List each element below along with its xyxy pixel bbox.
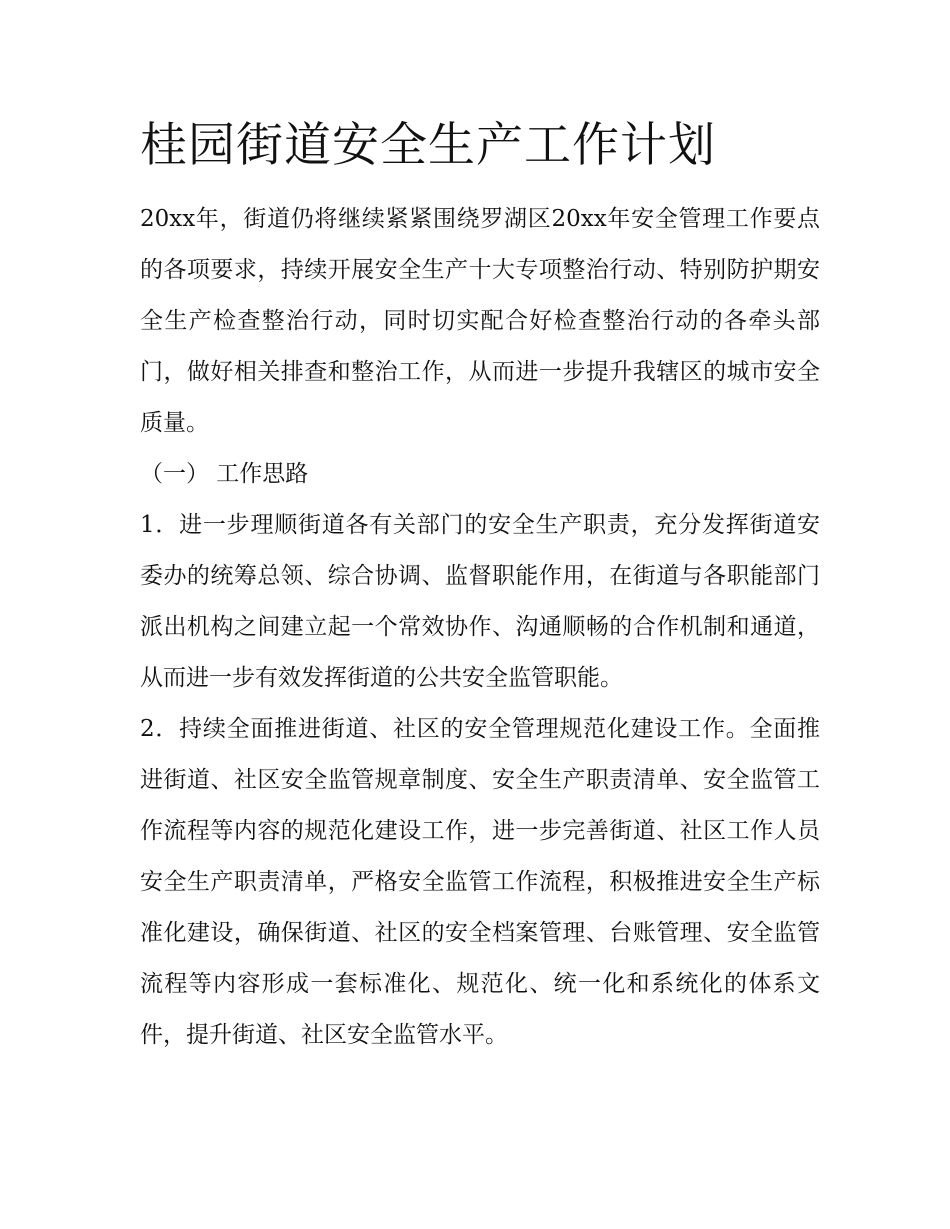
list-item-1: 1．进一步理顺街道各有关部门的安全生产职责，充分发挥街道安委办的统筹总领、综合协调、监督职能作用，在街道与各职能部门派出机构之间建立起一个常效协作、沟通顺畅的合作机制和通道，从而进一步有效发挥街道的公共安全监管职能。: [140, 512, 820, 691]
intro-paragraph: 20xx年，街道仍将继续紧紧围绕罗湖区20xx年安全管理工作要点的各项要求，持续开展安全生产十大专项整治行动、特别防护期安全生产检查整治行动，同时切实配合好检查整治行动的各牵头部门，做好相关排查和整治工作，从而进一步提升我辖区的城市安全质量。: [140, 206, 820, 436]
section-heading-work-approach: （一） 工作思路: [140, 461, 309, 487]
document-title: 桂园街道安全生产工作计划: [140, 118, 716, 173]
list-item-2: 2．持续全面推进街道、社区的安全管理规范化建设工作。全面推进街道、社区安全监管规章制度、安全生产职责清单、安全监管工作流程等内容的规范化建设工作，进一步完善街道、社区工作人员安全生产职责清单，严格安全监管工作流程，积极推进安全生产标准化建设，确保街道、社区的安全档案管理、台账管理、安全监管流程等内容形成一套标准化、规范化、统一化和系统化的体系文件，提升街道、社区安全监管水平。: [140, 716, 820, 1048]
document-page: [140, 110, 820, 1061]
